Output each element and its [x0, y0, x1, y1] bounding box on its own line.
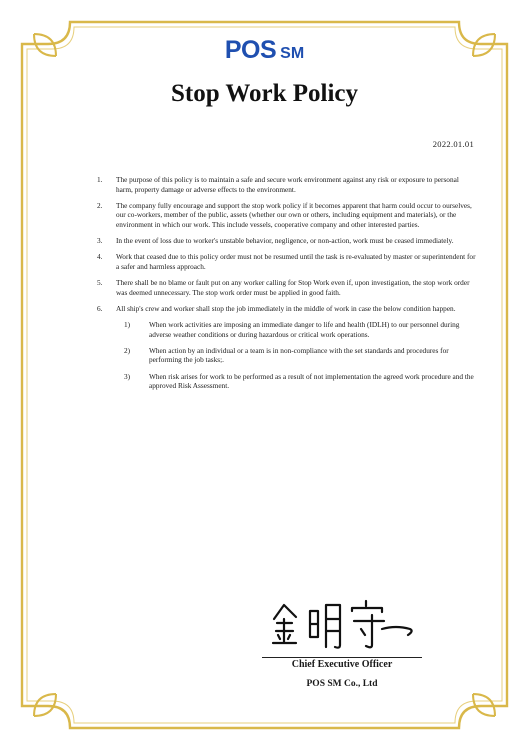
logo-suffix: SM — [280, 45, 305, 62]
policy-item — [97, 201, 477, 230]
policy-item-text: The company fully encourage and support the stop work policy if it becomes apparent that harm could occur to ourselves, our co-workers, member of the public, assets (whether our own or others, including equipment and materials), or the environment in which our work. This include vessels, cooperative company and other interested parties. — [116, 200, 472, 229]
condition-item-text: When risk arises for work to be performed as a result of not implementation the agreed work procedure and the approved Risk Assessment. — [149, 371, 474, 391]
policy-item-number: 1. — [97, 175, 103, 184]
policy-item-text: In the event of loss due to worker's unstable behavior, negligence, or non-action, work must be ceased immediately. — [116, 236, 454, 246]
policy-item — [97, 252, 477, 271]
condition-item-number: 3) — [124, 371, 131, 381]
policy-item-number: 3. — [97, 236, 103, 246]
policy-item — [97, 236, 477, 246]
signature-line — [262, 657, 422, 658]
company-logo — [0, 36, 529, 65]
policy-item-number: 4. — [97, 252, 103, 262]
policy-list — [97, 175, 477, 397]
condition-item — [124, 346, 477, 365]
policy-item-number: 2. — [97, 200, 103, 210]
policy-item-number: 6. — [97, 303, 103, 313]
condition-item — [124, 372, 477, 391]
policy-item — [97, 278, 477, 297]
policy-item-number: 5. — [97, 278, 103, 288]
company-name: POS SM Co., Ltd — [306, 679, 378, 689]
condition-item-number: 1) — [124, 320, 131, 330]
logo-brand: POS — [224, 36, 277, 64]
policy-item-text: All ship's crew and worker shall stop the job immediately in the middle of work in case the below condition happen. — [116, 303, 456, 313]
condition-item-text: When work activities are imposing an immediate danger to life and health (IDLH) to our personnel during adverse weather conditions or during hazardous or critical work operations. — [149, 320, 460, 339]
policy-item — [97, 304, 477, 391]
policy-item — [97, 175, 477, 194]
document-title: Stop Work Policy — [170, 80, 359, 107]
condition-item-text: When action by an individual or a team is in non-compliance with the set standards and procedures for performing the job tasks;. — [149, 345, 449, 365]
condition-list — [116, 320, 477, 391]
signatory-title: Chief Executive Officer — [291, 659, 393, 670]
handwritten-signature — [262, 595, 422, 653]
condition-item-number: 2) — [124, 345, 131, 355]
policy-item-text: There shall be no blame or fault put on any worker calling for Stop Work even if, upon investigation, the stop work order was deemed unnecessary. The stop work order must be applied in good faith. — [116, 278, 470, 297]
document-date: 2022.01.01 — [432, 139, 474, 149]
policy-item-text: Work that ceased due to this policy order must not be resumed until the task is re-evaluated by master or superintendent for a safer and harmless approach. — [116, 252, 476, 271]
policy-item-text: The purpose of this policy is to maintain a safe and secure work environment against any risk or exposure to personal harm, property damage or adverse effects to the environment. — [116, 175, 459, 194]
condition-item — [124, 320, 477, 339]
